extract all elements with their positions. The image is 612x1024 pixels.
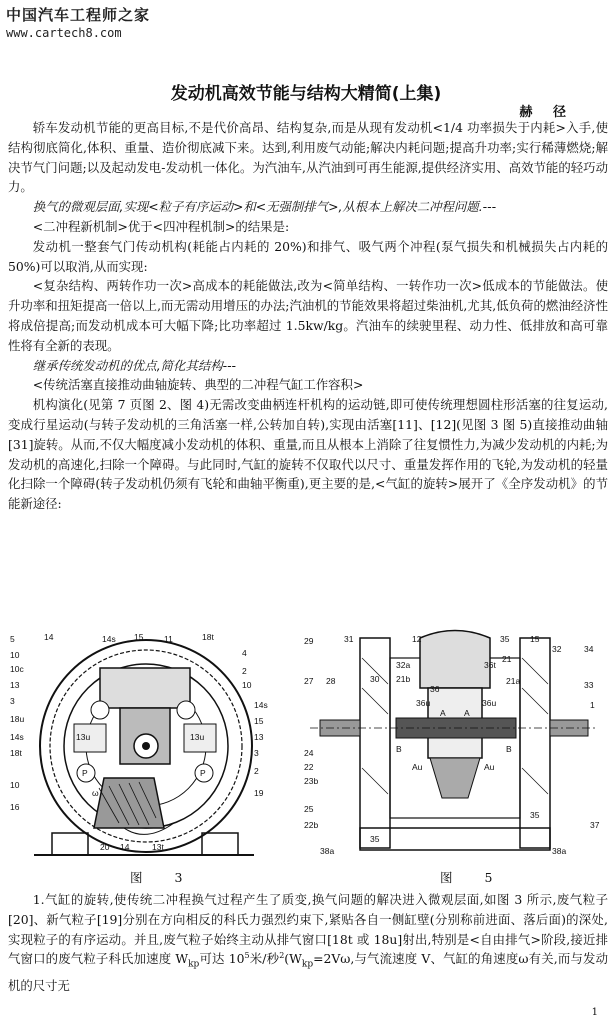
fig3-label: 13u [190,732,205,742]
fig5-label: 28 [326,676,336,686]
fig5-label: 36t [484,660,496,670]
fig3-label: ω [92,788,99,798]
fig3-label: 19 [254,788,264,798]
paragraph-3: 发动机一整套气门传动机构(耗能占内耗的 20%)和排气、吸气两个冲程(泵气损失和机械损失占内耗的 50%)可以取消,从而实现: [8,238,608,274]
paragraph-heading-2: 继承传统发动机的优点,简化其结构--- [32,357,237,373]
body-text-continued [8,890,608,995]
fig5-label: 27 [304,676,314,686]
formula-sub: kp [188,959,200,970]
formula-sub-2: kp [301,959,314,970]
fig3-label: P [200,768,206,778]
fig3-label: 13u [76,732,91,742]
fig5-label: 21 [502,654,512,664]
fig5-label: 31 [344,634,354,644]
fig5-label: 38a [552,846,567,856]
fig5-label: A [440,708,446,718]
fig5-label: 32 [552,644,562,654]
fig5-label: 34 [584,644,594,654]
figure-3-caption: 图 3 [130,870,197,885]
figure-3-diagram [4,628,294,868]
fig3-label: 10 [242,680,252,690]
fig3-label: 15 [134,632,144,642]
paragraph-heading-1: 换气的微观层面,实现<粒子有序运动>和<无强制排气>,从根本上解决二冲程问题.--- [32,199,497,215]
paragraph-4: <复杂结构、两转作功一次>高成本的耗能做法,改为<简单结构、一转作功一次>低成本的节能做法。使升功率和扭矩提高一倍以上,而无需动用增压的办法;汽油机的节能效果将超过柴油机,尤其,低负荷的燃油经济性将成倍提高;而发动机成本可大幅下降;比功率超过 1.5kw/kg。汽油车的续驶里程、动力性、低排放和高可靠性将有全新的表现。 [8,278,608,353]
paragraph-rotation-text: 1.气缸的旋转,使传统二冲程换气过程产生了质变,换气问题的解决进入微观层面,如图 3 所示,废气粒子[20]、新气粒子[19]分别在方向相反的科氏力强烈约束下,紧贴各自一侧缸壁(分别称前进面、落后面)的深处,实现粒子的有序运动。并且,废气粒子始终主动从排气窗口[18t 或 18u]射出,特别是<自由排气>阶段,接近排气窗口的废气粒子科氏加速度 W [8,892,608,967]
fig5-label: 35 [370,834,380,844]
paragraph-intro: 轿车发动机节能的更高目标,不是代价高昂、结构复杂,而是从现有发动机<1/4 功率损失于内耗>入手,使结构彻底简化,体积、重量、造价彻底减下来。达到,利用废气动能;解决内耗问题;提高升功率;实行稀薄燃烧;解决节气门问题;以及起动发电-发动机一体化。为汽油车,从汽油到可再生能源,提供经济实用、高效节能的轻巧动力。 [8,120,608,195]
fig5-label: 37 [590,820,600,830]
fig5-label: A [464,708,470,718]
figure-area [0,628,612,868]
fig5-label: 32a [396,660,411,670]
fig5-label: 15 [530,634,540,644]
fig3-label: 18u [10,714,25,724]
fig5-label: 36u [416,698,431,708]
site-name: 中国汽车工程师之家 [6,6,151,24]
fig3-label: 5 [10,634,15,644]
fig5-label: 24 [304,748,314,758]
fig3-label: 2 [254,766,259,776]
page-number: 1 [591,1007,598,1018]
fig3-label: 3 [254,748,259,758]
fig3-label: 14s [254,700,268,710]
paragraph-6: <传统活塞直接推动曲轴旋转、典型的二冲程气缸工作容积> [32,377,364,393]
fig5-label: Au [484,762,495,772]
body-text [8,118,608,514]
fig5-label: 38a [320,846,335,856]
paragraph-rotation [8,890,608,995]
fig5-label: 21a [506,676,521,686]
fig3-label: 18t [10,748,22,758]
formula-part-b: 米/秒 [249,951,280,967]
fig5-label: 23b [304,776,319,786]
fig3-label: 10c [10,664,24,674]
fig5-label: 25 [304,804,314,814]
fig5-label: 36 [430,684,440,694]
fig5-label: 33 [584,680,594,690]
fig5-label: 21b [396,674,411,684]
fig3-label: 14s [102,634,116,644]
paragraph-2: <二冲程新机制>优于<四冲程机制>的结果是: [32,218,290,234]
fig3-label: 4 [242,648,247,658]
fig5-label: B [506,744,512,754]
fig5-label: B [396,744,402,754]
fig3-label: 10 [10,780,20,790]
fig3-label: 16 [10,802,20,812]
fig5-label: Au [412,762,423,772]
fig5-label: 35 [500,634,510,644]
formula-part-d: =2Vω,与气流速度 V、气缸的角速度ω有关,而与发动机的尺寸无 [8,951,608,993]
fig5-label: 35 [530,810,540,820]
figure-5-diagram [300,628,608,868]
fig3-label: 13t [152,842,164,852]
site-url[interactable]: www.cartech8.com [6,26,122,40]
document-title: 发动机高效节能与结构大精简(上集) [170,84,442,104]
fig3-label: 3 [10,696,15,706]
fig3-label: 10 [10,650,20,660]
fig3-label: 14 [44,632,54,642]
fig5-label: 36u [482,698,497,708]
fig5-label: 22 [304,762,314,772]
fig5-label: 29 [304,636,314,646]
fig3-label: 14s [10,732,24,742]
fig3-label: 13 [10,680,20,690]
figure-5-caption: 图 5 [440,870,507,885]
formula-exp2: 2 [279,951,285,961]
fig5-label: 12 [412,634,422,644]
author-name: 赫 径 [519,105,574,120]
formula-part-a: 可达 10 [199,951,245,967]
site-header [6,4,150,40]
fig3-label: 14 [120,842,130,852]
fig5-label: 22b [304,820,319,830]
fig3-label: 13 [254,732,264,742]
formula-part-c: (W [284,951,302,967]
formula-exp: 5 [244,951,250,961]
fig3-label: 2 [242,666,247,676]
fig5-label: 30 [370,674,380,684]
fig3-label: 18t [202,632,214,642]
fig3-label: 11 [164,634,173,644]
paragraph-7: 机构演化(见第 7 页图 2、图 4)无需改变曲柄连杆机构的运动链,即可使传统理想圆柱形活塞的往复运动,变成行星运动(与转子发动机的三角活塞一样,公转加自转),实现由活塞[11]、[12](见图 3 图 5)直接推动曲轴[31]旋转。从而,不仅大幅度减小发动机的体积、重量,而且从根本上消除了往复惯性力,为减少发动机的内耗;为发动机的高速化,扫除一个障碍。与此同时,气缸的旋转不仅取代以尺寸、重量发挥作用的飞轮,为发动机的轻量化扫除一个障碍(转子发动机仍须有飞轮和曲轴平衡重),更主要的是,<气缸的旋转>展开了《全序发动机》的节能新途径: [8,397,608,512]
fig3-label: 15 [254,716,264,726]
fig5-label: 1 [590,700,595,710]
fig3-label: 20 [100,842,110,852]
fig3-label: P [82,768,88,778]
